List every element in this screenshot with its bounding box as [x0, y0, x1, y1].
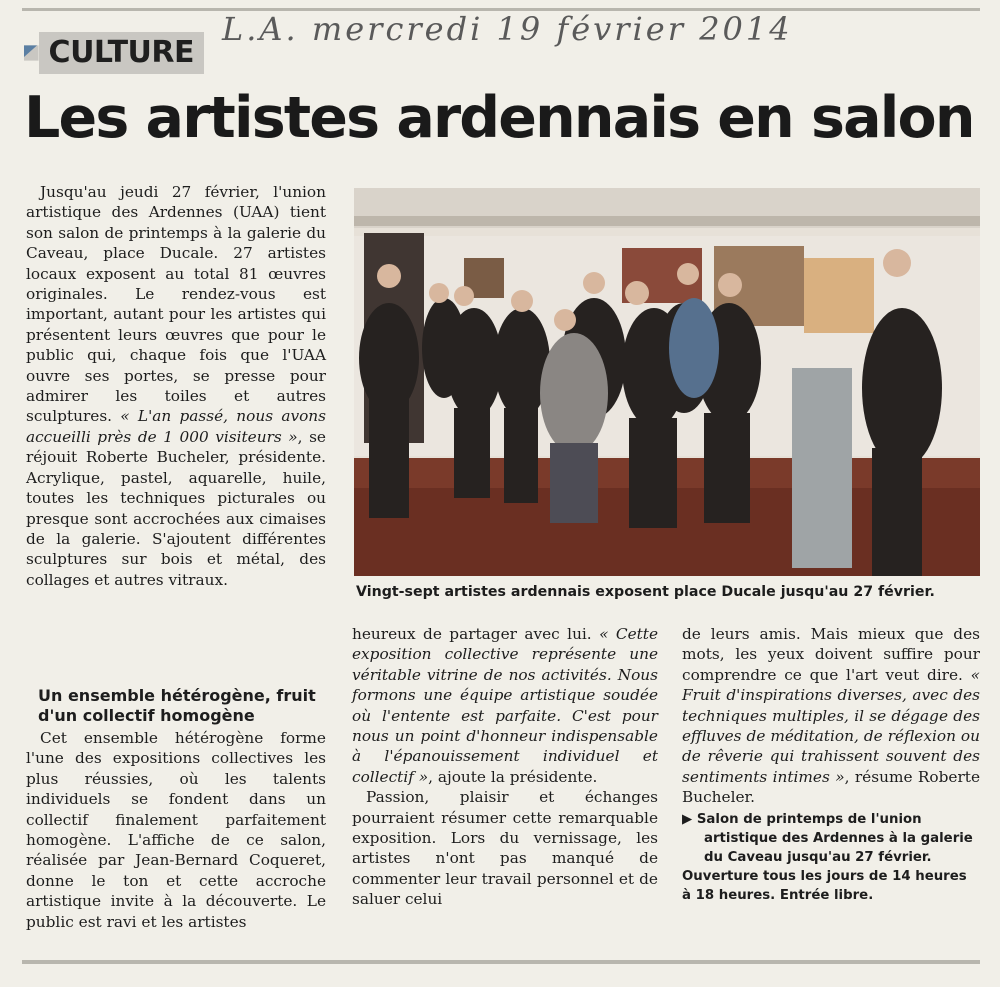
text: heureux de partager avec lui.	[352, 625, 600, 643]
practical-info-box	[682, 810, 980, 905]
info-line: du Caveau jusqu'au 27 février.	[704, 849, 932, 865]
info-line: à 18 heures. Entrée libre.	[682, 887, 874, 903]
quote: « L'an passé, nous avons accueilli près de 1 000 visiteurs »	[26, 407, 326, 446]
article-column-1-continued	[26, 728, 326, 932]
subheading: Un ensemble hétérogène, fruit d'un collectif homogène	[38, 686, 316, 725]
article-column-1	[26, 182, 326, 590]
paragraph	[682, 624, 980, 808]
info-line: ▶ Salon de printemps de l'union	[682, 811, 922, 827]
paragraph	[26, 182, 326, 590]
article-column-2	[352, 624, 658, 910]
rubric-arrow-icon	[24, 32, 39, 74]
quote: « Fruit d'inspirations diverses, avec des techniques multiples, il se dégage des effluves de méditation, de réflexion ou de rêverie qui trahissent souvent des sentiments intimes »	[682, 665, 980, 786]
info-line: Ouverture tous les jours de 14 heures	[682, 868, 967, 884]
text: , résume Roberte Bucheler.	[682, 767, 980, 807]
text: , se réjouit Roberte Bucheler, présidente. Acrylique, pastel, aquarelle, huile, toutes les techniques picturales ou presque sont accrochées aux cimaises de la galerie. S'ajoutent différentes sculptures sur bois et métal, des collages et autres vitraux.	[26, 427, 326, 589]
paragraph: Cet ensemble hétérogène forme l'une des expositions collectives les plus réussies, où les talents individuels se fondent dans un collectif finalement parfaitement homogène. L'affiche de ce salon, réalisée par Jean-Bernard Coqueret, donne le ton et cette accroche artistique invite à la découverte. Le public est ravi et les artistes	[26, 729, 326, 931]
photo-caption: Vingt-sept artistes ardennais exposent place Ducale jusqu'au 27 février.	[356, 584, 935, 600]
quote: « Cette exposition collective représente une véritable vitrine de nos activités. Nous formons une équipe artistique soudée où l'entente est parfaite. C'est pour nous un point d'honneur indispensable à l'épanouissement individuel et collectif »	[352, 625, 658, 786]
bottom-rule	[22, 960, 980, 964]
text: , ajoute la présidente.	[428, 767, 598, 786]
section-rubric	[24, 32, 204, 74]
photo-illustration	[354, 188, 980, 576]
paragraph: Passion, plaisir et échanges pourraient résumer cette remarquable exposition. Lors du vernissage, les artistes n'ont pas manqué de commenter leur travail personnel et de saluer celui	[352, 788, 658, 909]
headline: Les artistes ardennais en salon	[24, 85, 974, 151]
text: de leurs amis. Mais mieux que des mots, les yeux doivent suffire pour comprendre ce que l'art veut dire.	[682, 625, 980, 684]
text: Jusqu'au jeudi 27 février, l'union artistique des Ardennes (UAA) tient son salon de printemps à la galerie du Caveau, place Ducale. 27 artistes locaux exposent au total 81 œuvres originales. Le rendez-vous est important, autant pour les artistes qui présentent leurs œuvres que pour le public qui, chaque fois que l'UAA ouvre ses portes, se presse pour admirer les toiles et autres sculptures.	[26, 183, 326, 426]
info-line: artistique des Ardennes à la galerie	[704, 830, 973, 846]
group-photo	[354, 188, 980, 576]
paragraph	[352, 624, 658, 787]
article-column-3	[682, 624, 980, 905]
rubric-label: CULTURE	[39, 32, 204, 74]
handwritten-date-note: L.A. mercredi 19 février 2014	[222, 10, 793, 48]
